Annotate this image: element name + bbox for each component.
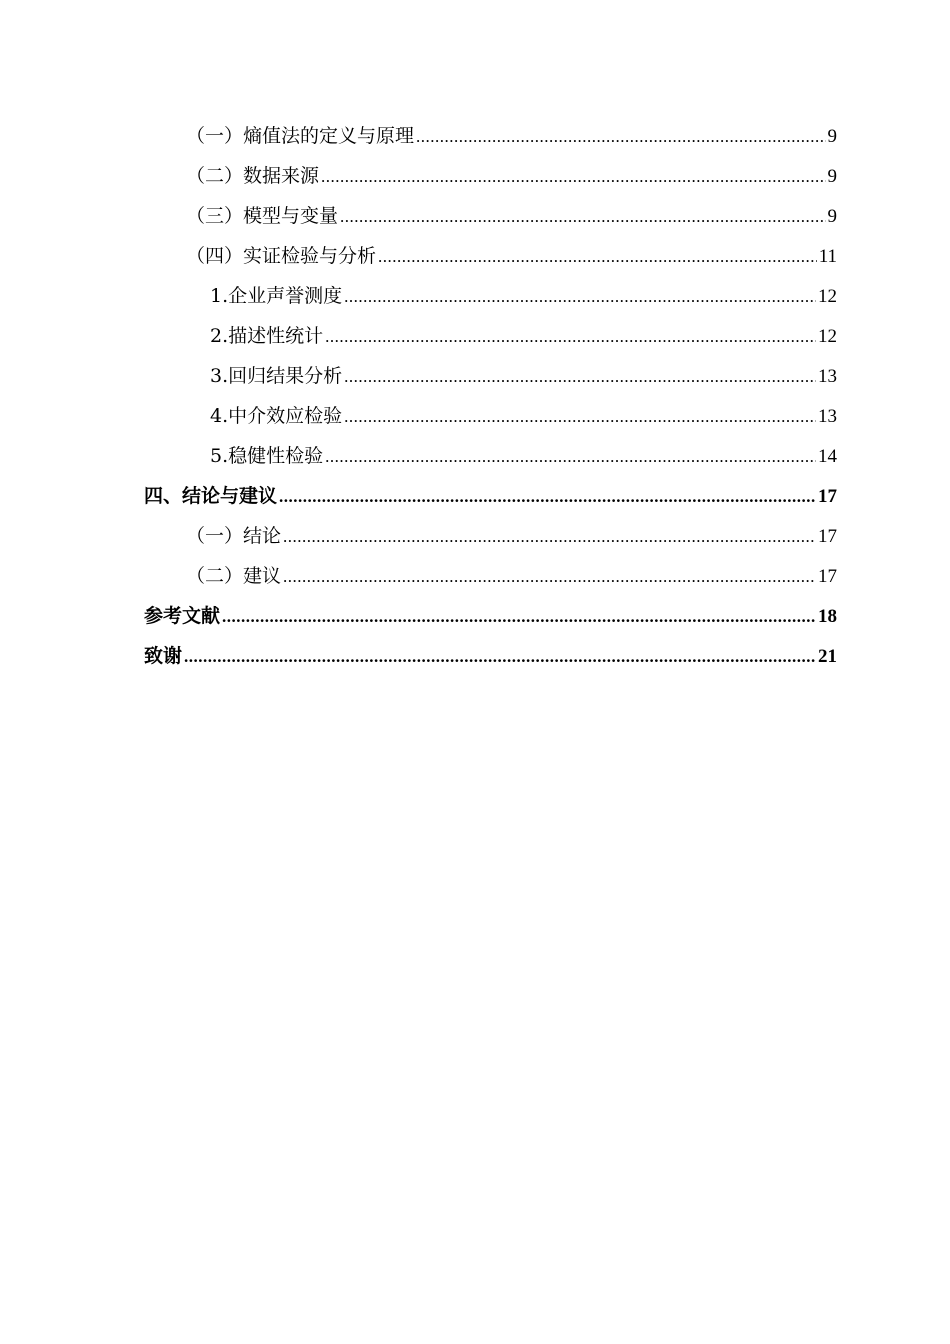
toc-dot-leader xyxy=(340,197,825,237)
toc-dot-leader xyxy=(279,477,816,517)
toc-entry-title: 3.回归结果分析 xyxy=(210,365,343,387)
toc-dot-leader xyxy=(344,357,816,397)
toc-entry[interactable] xyxy=(144,236,837,276)
toc-chapter-entry[interactable] xyxy=(144,636,837,676)
toc-page-number: 9 xyxy=(827,166,837,187)
toc-entry[interactable] xyxy=(144,156,837,196)
toc-dot-leader xyxy=(325,437,816,477)
toc-entry[interactable] xyxy=(144,556,837,596)
toc-page-number: 11 xyxy=(818,246,837,267)
toc-entry-title: 5.稳健性检验 xyxy=(210,445,324,467)
toc-page-number: 12 xyxy=(818,286,837,307)
toc-dot-leader xyxy=(344,397,816,437)
toc-dot-leader xyxy=(283,557,816,597)
toc-entry[interactable] xyxy=(144,396,837,436)
toc-page-number: 17 xyxy=(818,526,837,547)
toc-page-number: 17 xyxy=(818,486,837,507)
toc-page-number: 17 xyxy=(818,566,837,587)
toc-entry-title: （三）模型与变量 xyxy=(186,205,339,227)
toc-page-number: 9 xyxy=(827,126,837,147)
toc-page-number: 9 xyxy=(827,206,837,227)
toc-entry[interactable] xyxy=(144,196,837,236)
toc-entry-title: 四、结论与建议 xyxy=(144,485,278,507)
toc-entry[interactable] xyxy=(144,316,837,356)
toc-entry-title: 致谢 xyxy=(144,645,183,667)
toc-page-number: 12 xyxy=(818,326,837,347)
toc-entry-title: （二）数据来源 xyxy=(186,165,320,187)
toc-entry-title: 参考文献 xyxy=(144,605,221,627)
toc-entry-title: （二）建议 xyxy=(186,565,282,587)
toc-page-number: 13 xyxy=(818,406,837,427)
toc-entry-title: 2.描述性统计 xyxy=(210,325,324,347)
toc-dot-leader xyxy=(184,637,816,677)
toc-entry[interactable] xyxy=(144,516,837,556)
toc-page-number: 13 xyxy=(818,366,837,387)
toc-dot-leader xyxy=(344,277,816,317)
toc-chapter-entry[interactable] xyxy=(144,476,837,516)
toc-page-number: 21 xyxy=(818,646,837,667)
toc-entry[interactable] xyxy=(144,356,837,396)
toc-entry-title: （四）实证检验与分析 xyxy=(186,245,377,267)
toc-entry-title: 1.企业声誉测度 xyxy=(210,285,343,307)
toc-page-number: 18 xyxy=(818,606,837,627)
toc-chapter-entry[interactable] xyxy=(144,596,837,636)
toc-dot-leader xyxy=(321,157,825,197)
toc-dot-leader xyxy=(325,317,816,357)
toc-dot-leader xyxy=(378,237,817,277)
table-of-contents xyxy=(144,116,837,676)
toc-entry[interactable] xyxy=(144,436,837,476)
toc-dot-leader xyxy=(222,597,816,637)
toc-entry[interactable] xyxy=(144,276,837,316)
toc-dot-leader xyxy=(416,117,825,157)
toc-entry[interactable] xyxy=(144,116,837,156)
toc-entry-title: （一）熵值法的定义与原理 xyxy=(186,125,415,147)
toc-page-number: 14 xyxy=(818,446,837,467)
toc-dot-leader xyxy=(283,517,816,557)
toc-entry-title: 4.中介效应检验 xyxy=(210,405,343,427)
toc-entry-title: （一）结论 xyxy=(186,525,282,547)
